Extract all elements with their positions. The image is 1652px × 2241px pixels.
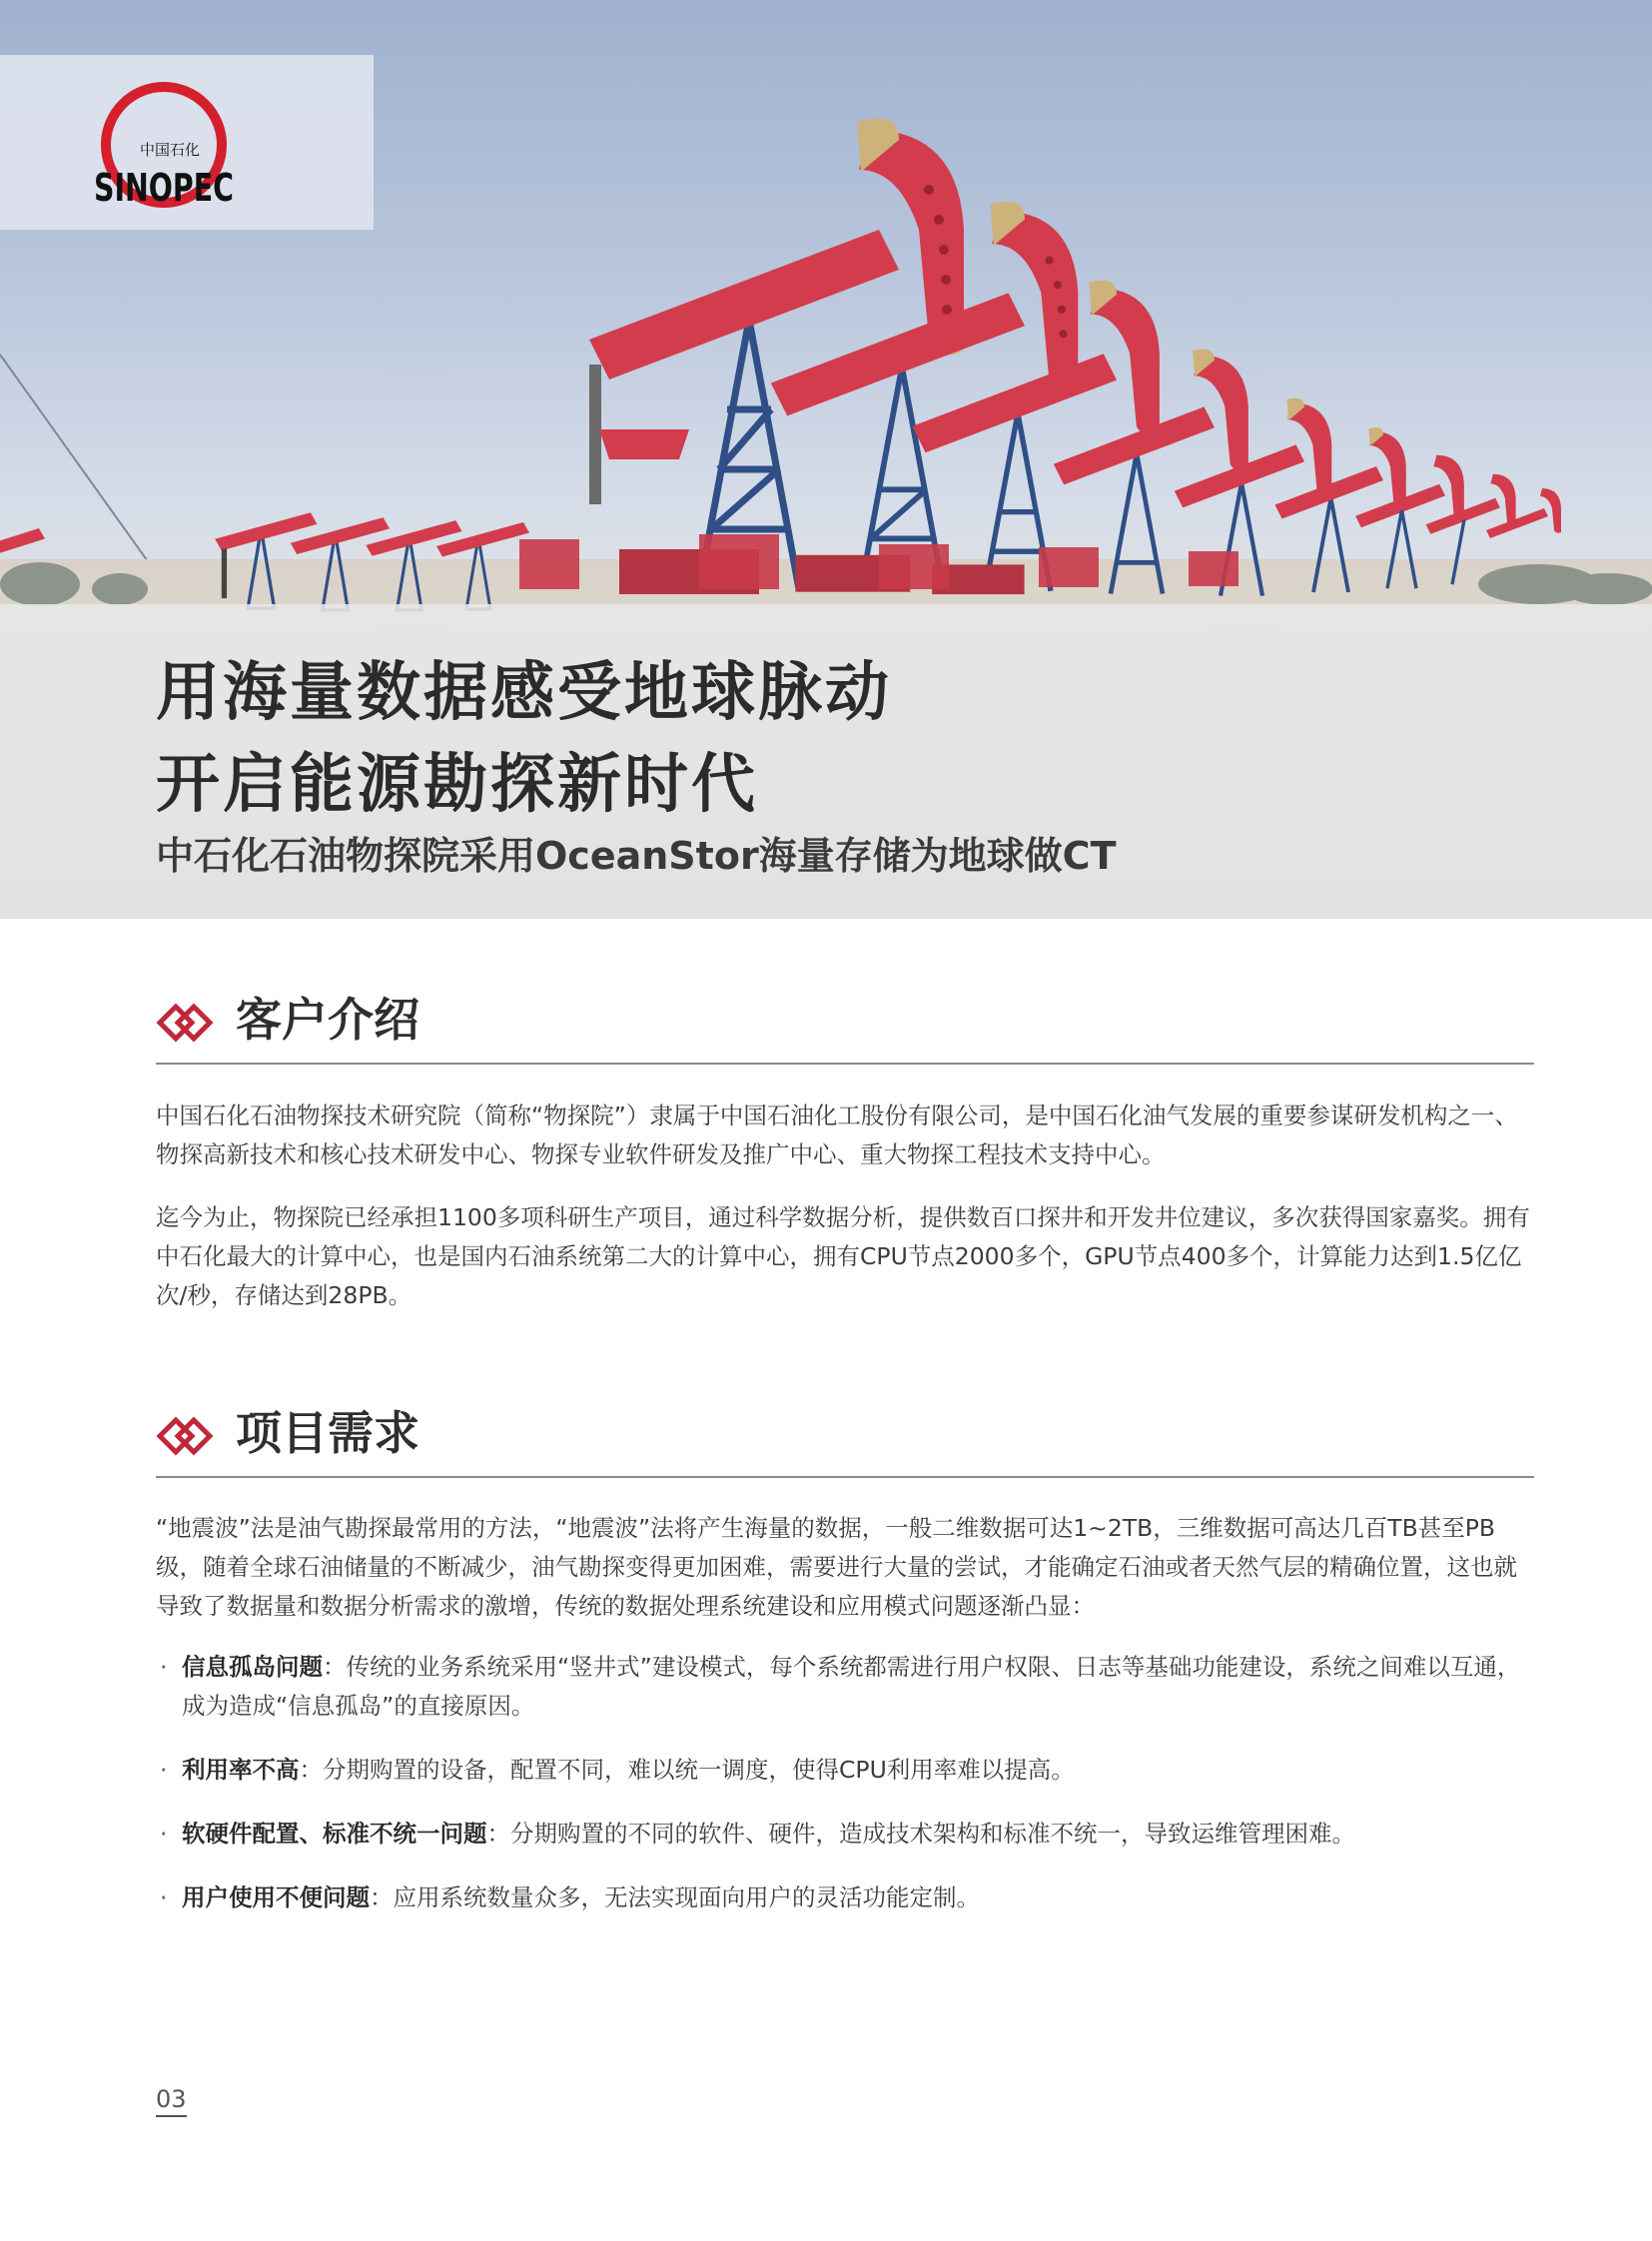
hero-title-line2: 开启能源勘探新时代 xyxy=(156,748,758,822)
double-diamond-icon xyxy=(156,1003,214,1043)
section-title: 项目需求 xyxy=(236,1406,419,1460)
item-term: 用户使用不便问题 xyxy=(182,1883,370,1911)
list-item xyxy=(160,1751,1534,1790)
double-diamond-icon xyxy=(156,1416,214,1456)
section-title: 客户介绍 xyxy=(236,993,419,1047)
hero-banner xyxy=(0,0,1652,919)
list-item xyxy=(160,1648,1534,1726)
list-item xyxy=(160,1878,1534,1917)
requirements-list xyxy=(160,1648,1534,1942)
customer-paragraph-1: 中国石化石油物探技术研究院（简称“物探院”）隶属于中国石油化工股份有限公司，是中国石化油气发展的重要参谋研发机构之一、物探高新技术和核心技术研发中心、物探专业软件研发及推广中心、重大物探工程技术支持中心。 xyxy=(156,1102,1518,1168)
logo-chinese-text: 中国石化 xyxy=(140,141,201,159)
logo-brand-text: SINOPEC xyxy=(94,166,234,210)
sinopec-logo-icon xyxy=(92,73,242,213)
item-term: 信息孤岛问题 xyxy=(182,1653,323,1681)
requirements-intro: “地震波”法是油气勘探最常用的方法，“地震波”法将产生海量的数据，一般二维数据可达1~2TB，三维数据可高达几百TB甚至PB级，随着全球石油储量的不断减少，油气勘探变得更加困难，需要进行大量的尝试，才能确定石油或者天然气层的精确位置，这也就导致了数据量和数据分析需求的激增，传统的数据处理系统建设和应用模式问题逐渐凸显： xyxy=(156,1514,1517,1620)
hero-subtitle: 中石化石油物探院采用OceanStor海量存储为地球做CT xyxy=(156,834,1117,878)
hero-title-line1: 用海量数据感受地球脉动 xyxy=(156,656,892,730)
logo-box xyxy=(0,55,374,230)
item-text: ：应用系统数量众多，无法实现面向用户的灵活功能定制。 xyxy=(370,1883,980,1911)
page-number: 03 xyxy=(156,2085,187,2117)
item-text: ：传统的业务系统采用“竖井式”建设模式，每个系统都需进行用户权限、日志等基础功能建设，系统之间难以互通，成为造成“信息孤岛”的直接原因。 xyxy=(182,1653,1521,1720)
item-term: 软硬件配置、标准不统一问题 xyxy=(182,1820,487,1848)
list-item xyxy=(160,1815,1534,1854)
section-requirements-heading xyxy=(156,1402,1534,1478)
section-customer-heading xyxy=(156,989,1534,1065)
item-text: ：分期购置的设备，配置不同，难以统一调度，使得CPU利用率难以提高。 xyxy=(299,1756,1075,1784)
item-text: ：分期购置的不同的软件、硬件，造成技术架构和标准不统一，导致运维管理困难。 xyxy=(486,1820,1355,1848)
hero-title xyxy=(156,647,892,831)
customer-paragraph-2: 迄今为止，物探院已经承担1100多项科研生产项目，通过科学数据分析，提供数百口探井和开发井位建议，多次获得国家嘉奖。拥有中石化最大的计算中心，也是国内石油系统第二大的计算中心，拥有CPU节点2000多个，GPU节点400多个，计算能力达到1.5亿亿次/秒，存储达到28PB。 xyxy=(156,1203,1530,1309)
item-term: 利用率不高 xyxy=(182,1756,300,1784)
